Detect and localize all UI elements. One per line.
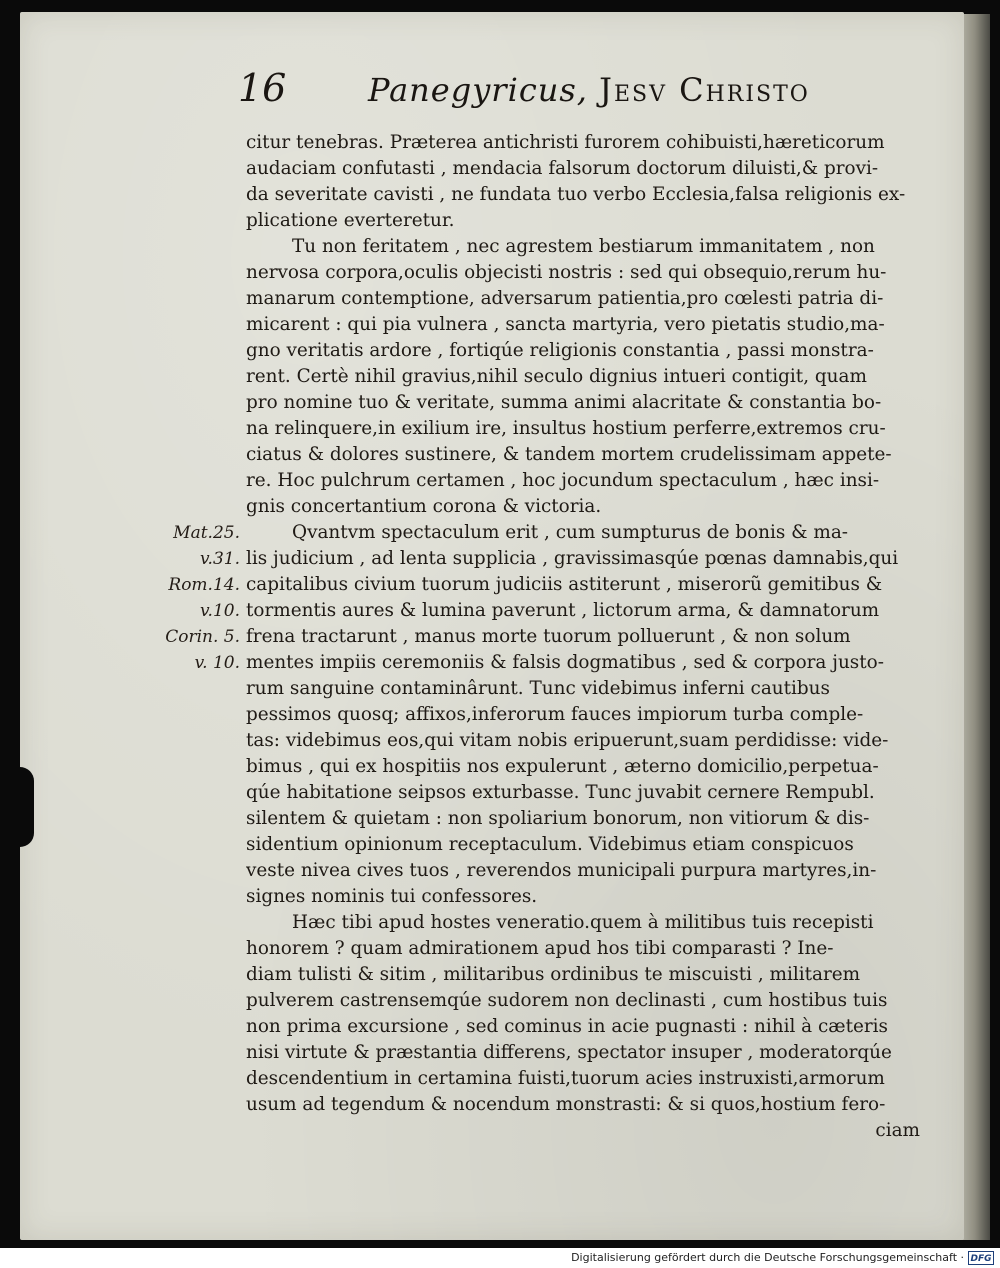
running-title-caps: Jesv Christo [599, 71, 810, 109]
margin-note: v.10. [199, 601, 240, 621]
margin-note: v.31. [199, 549, 240, 569]
margin-notes [152, 520, 240, 676]
text-line: audaciam confutasti , mendacia falsorum doctorum diluisti,& provi- [246, 158, 879, 179]
text-line: descendentium in certamina fuisti,tuorum acies instruxisti,armorum [246, 1068, 885, 1089]
text-line: sidentium opinionum receptaculum. Videbimus etiam conspicuos [246, 834, 854, 855]
catchword: ciam [875, 1120, 920, 1141]
text-line: honorem ? quam admirationem apud hos tibi comparasti ? Ine- [246, 938, 834, 959]
digitization-credit: Digitalisierung gefördert durch die Deutsche Forschungsgemeinschaft · [571, 1251, 964, 1264]
text-line: signes nominis tui confessores. [246, 886, 538, 907]
body-text [246, 130, 922, 1144]
text-line: ciatus & dolores sustinere, & tandem mortem crudelissimam appete- [246, 444, 892, 465]
text-line: silentem & quietam : non spoliarium bonorum, non vitiorum & dis- [246, 808, 870, 829]
text-line: tas: videbimus eos,qui vitam nobis eripuerunt,suam perdidisse: vide- [246, 730, 889, 751]
text-line: veste nivea cives tuos , reverendos municipali purpura martyres,in- [246, 860, 877, 881]
text-line: Tu non feritatem , nec agrestem bestiarum immanitatem , non [292, 236, 875, 257]
text-line: manarum contemptione, adversarum patientia,pro cœlesti patria di- [246, 288, 884, 309]
text-line: da severitate cavisti , ne fundata tuo verbo Ecclesia,falsa religionis ex- [246, 184, 906, 205]
text-line: tormentis aures & lumina paverunt , lictorum arma, & damnatorum [246, 600, 880, 621]
text-line: gnis concertantium corona & victoria. [246, 496, 602, 517]
text-line: micarent : qui pia vulnera , sancta martyria, vero pietatis studio,ma- [246, 314, 885, 335]
text-line: diam tulisti & sitim , militaribus ordinibus te miscuisti , militarem [246, 964, 861, 985]
dfg-logo: DFG [968, 1251, 994, 1265]
text-line: citur tenebras. Præterea antichristi furorem cohibuisti,hæreticorum [246, 132, 885, 153]
margin-note: Rom.14. [168, 575, 240, 595]
text-line: qúe habitatione seipsos exturbasse. Tunc juvabit cernere Rempubl. [246, 782, 875, 803]
text-line: non prima excursione , sed cominus in acie pugnasti : nihil à cæteris [246, 1016, 888, 1037]
text-line: usum ad tegendum & nocendum monstrasti: & si quos,hostium fero- [246, 1094, 886, 1115]
text-line: plicatione everteretur. [246, 210, 455, 231]
margin-note: Mat.25. [173, 523, 240, 543]
text-line: pulverem castrensemqúe sudorem non declinasti , cum hostibus tuis [246, 990, 888, 1011]
text-line: frena tractarunt , manus morte tuorum polluerunt , & non solum [246, 626, 851, 647]
text-line: Qvantvm spectaculum erit , cum sumpturus de bonis & ma- [292, 522, 848, 543]
text-line: nisi virtute & præstantia differens, spectator insuper , moderatorqúe [246, 1042, 892, 1063]
running-head [220, 56, 860, 116]
margin-note: Corin. 5. [165, 627, 240, 647]
text-line: pro nomine tuo & veritate, summa animi alacritate & constantia bo- [246, 392, 882, 413]
page-edge [960, 14, 990, 1240]
text-line: re. Hoc pulchrum certamen , hoc jocundum spectaculum , hæc insi- [246, 470, 880, 491]
running-title [368, 70, 810, 110]
footer-bar [0, 1248, 1000, 1268]
text-line: na relinquere,in exilium ire, insultus hostium perferre,extremos cru- [246, 418, 886, 439]
page-number: 16 [238, 66, 287, 110]
text-line: lis judicium , ad lenta supplicia , gravissimasqúe pœnas damnabis,qui [246, 548, 899, 569]
page-damage [20, 767, 34, 847]
margin-note: v. 10. [194, 653, 240, 673]
text-line: nervosa corpora,oculis objecisti nostris : sed qui obsequio,rerum hu- [246, 262, 887, 283]
text-line: capitalibus civium tuorum judiciis astiterunt , miserorũ gemitibus & [246, 574, 883, 595]
text-line: gno veritatis ardore , fortiqúe religionis constantia , passi monstra- [246, 340, 874, 361]
text-line: rum sanguine contaminârunt. Tunc videbimus inferni cautibus [246, 678, 830, 699]
text-line: bimus , qui ex hospitiis nos expulerunt , æterno domicilio,perpetua- [246, 756, 879, 777]
running-title-italic: Panegyricus, [368, 71, 588, 109]
text-line: mentes impiis ceremoniis & falsis dogmatibus , sed & corpora justo- [246, 652, 884, 673]
text-line: rent. Certè nihil gravius,nihil seculo dignius intueri contigit, quam [246, 366, 867, 387]
text-line: pessimos quosq; affixos,inferorum fauces impiorum turba comple- [246, 704, 864, 725]
text-line: Hæc tibi apud hostes veneratio.quem à militibus tuis recepisti [292, 912, 874, 933]
